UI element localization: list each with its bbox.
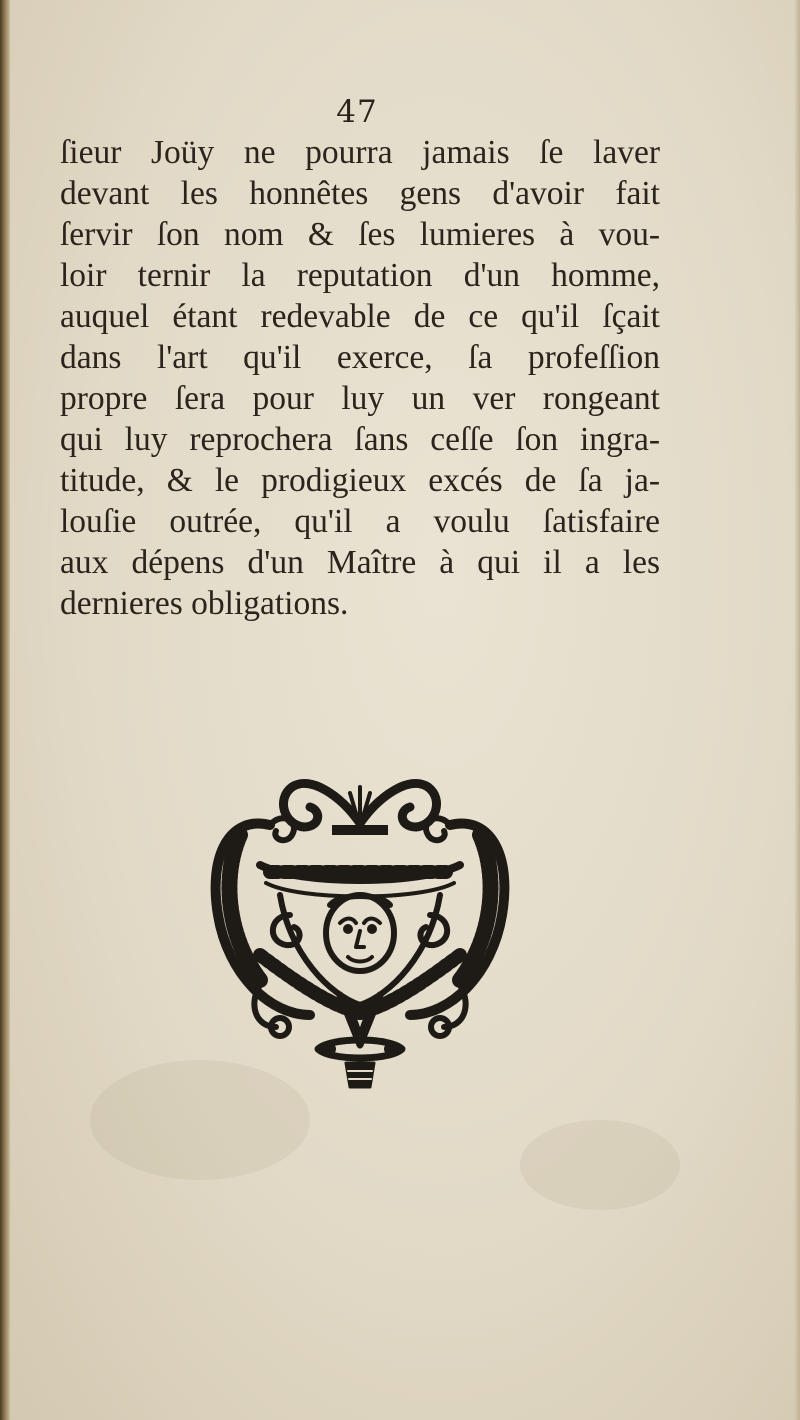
text-line: devant les honnêtes gens d'avoir fait xyxy=(60,175,660,212)
text-line: dans l'art qu'il exerce, ſa profeſſion xyxy=(60,339,660,376)
text-line: louſie outrée, qu'il a voulu ſatisfaire xyxy=(60,503,660,540)
text-line: aux dépens d'un Maître à qui il a les xyxy=(60,544,660,581)
text-line: propre ſera pour luy un ver rongeant xyxy=(60,380,660,417)
text-line: titude, & le prodigieux excés de ſa ja- xyxy=(60,462,660,499)
text-line: ſervir ſon nom & ſes lumieres à vou- xyxy=(60,216,660,253)
mask-cul-de-lampe-ornament-icon xyxy=(200,765,520,1095)
page-edge xyxy=(794,0,800,1420)
paper-stain xyxy=(520,1120,680,1210)
text-line: dernieres obligations. xyxy=(60,585,349,622)
text-line: qui luy reprochera ſans ceſſe ſon ingra- xyxy=(60,421,660,458)
text-line: ſieur Joüy ne pourra jamais ſe laver xyxy=(60,134,660,171)
page-number: 47 xyxy=(336,94,378,130)
text-line: loir ternir la reputation d'un homme, xyxy=(60,257,660,294)
text-line: auquel étant redevable de ce qu'il ſçait xyxy=(60,298,660,335)
body-text xyxy=(60,132,660,624)
binding-edge xyxy=(0,0,10,1420)
